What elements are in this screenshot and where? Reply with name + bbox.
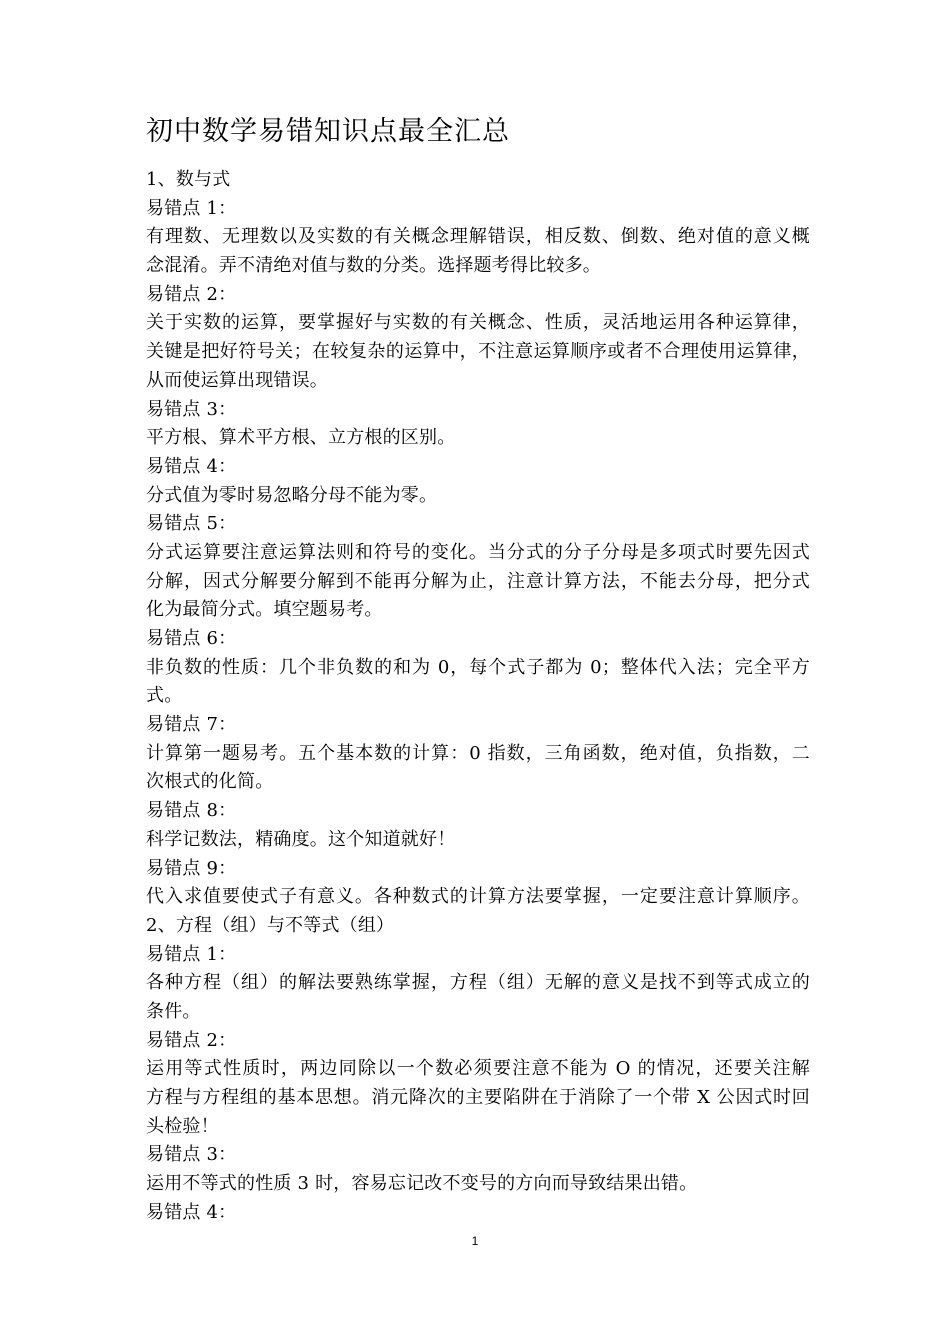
paragraph-line: 次根式的化简。	[146, 771, 274, 793]
paragraph-line: 分解，因式分解要分解到不能再分解为止，注意计算方法，不能去分母，把分式	[146, 570, 810, 592]
paragraph-line: 平方根、算术平方根、立方根的区别。	[146, 427, 456, 449]
paragraph-line: 运用等式性质时，两边同除以一个数必须要注意不能为 O 的情况，还要关注解	[146, 1058, 810, 1080]
paragraph-line: 方程与方程组的基本思想。消元降次的主要陷阱在于消除了一个带 X 公因式时回	[146, 1087, 810, 1108]
paragraph-line: 关键是把好符号关；在较复杂的运算中，不注意运算顺序或者不合理使用运算律，	[146, 341, 810, 363]
paragraph-line: 运用不等式的性质 3 时，容易忘记改不变号的方向而导致结果出错。	[146, 1173, 698, 1195]
document-title: 初中数学易错知识点最全汇总	[146, 116, 510, 147]
paragraph-line: 非负数的性质：几个非负数的和为 0，每个式子都为 0；整体代入法；完全平方	[146, 656, 810, 678]
error-point-label: 易错点 5：	[146, 513, 237, 535]
error-point-label: 易错点 2：	[146, 283, 237, 305]
error-point-label: 易错点 3：	[146, 1144, 237, 1166]
error-point-label: 易错点 7：	[146, 714, 237, 736]
paragraph-line: 有理数、无理数以及实数的有关概念理解错误，相反数、倒数、绝对值的意义概	[146, 226, 810, 248]
paragraph-line: 分式运算要注意运算法则和符号的变化。当分式的分子分母是多项式时要先因式	[146, 541, 810, 563]
paragraph-line: 科学记数法，精确度。这个知道就好！	[146, 828, 456, 850]
paragraph-line: 化为最简分式。填空题易考。	[146, 599, 383, 621]
error-point-label: 易错点 4：	[146, 1201, 237, 1223]
page-number: 1	[471, 1234, 479, 1248]
document-body	[146, 166, 810, 1227]
error-point-label: 易错点 2：	[146, 1029, 237, 1051]
error-point-label: 易错点 6：	[146, 628, 237, 649]
error-point-label: 易错点 1：	[146, 943, 237, 965]
paragraph-line: 代入求值要使式子有意义。各种数式的计算方法要掌握，一定要注意计算顺序。	[146, 886, 810, 908]
section-heading: 2、方程（组）与不等式（组）	[146, 914, 395, 936]
error-point-label: 易错点 8：	[146, 800, 237, 822]
section-heading: 1、数与式	[146, 169, 231, 190]
error-point-label: 易错点 9：	[146, 857, 237, 879]
paragraph-line: 计算第一题易考。五个基本数的计算：0 指数，三角函数，绝对值，负指数，二	[146, 742, 810, 764]
paragraph-line: 式。	[146, 685, 183, 707]
error-point-label: 易错点 1：	[146, 197, 237, 219]
paragraph-line: 念混淆。弄不清绝对值与数的分类。选择题考得比较多。	[146, 255, 601, 277]
paragraph-line: 条件。	[146, 1000, 201, 1022]
paragraph-line: 头检验！	[146, 1115, 219, 1137]
error-point-label: 易错点 3：	[146, 398, 237, 420]
paragraph-line: 各种方程（组）的解法要熟练掌握，方程（组）无解的意义是找不到等式成立的	[146, 972, 810, 994]
paragraph-line: 分式值为零时易忽略分母不能为零。	[146, 484, 438, 506]
error-point-label: 易错点 4：	[146, 455, 237, 477]
paragraph-line: 从而使运算出现错误。	[146, 369, 328, 391]
paragraph-line: 关于实数的运算，要掌握好与实数的有关概念、性质，灵活地运用各种运算律，	[146, 312, 810, 334]
